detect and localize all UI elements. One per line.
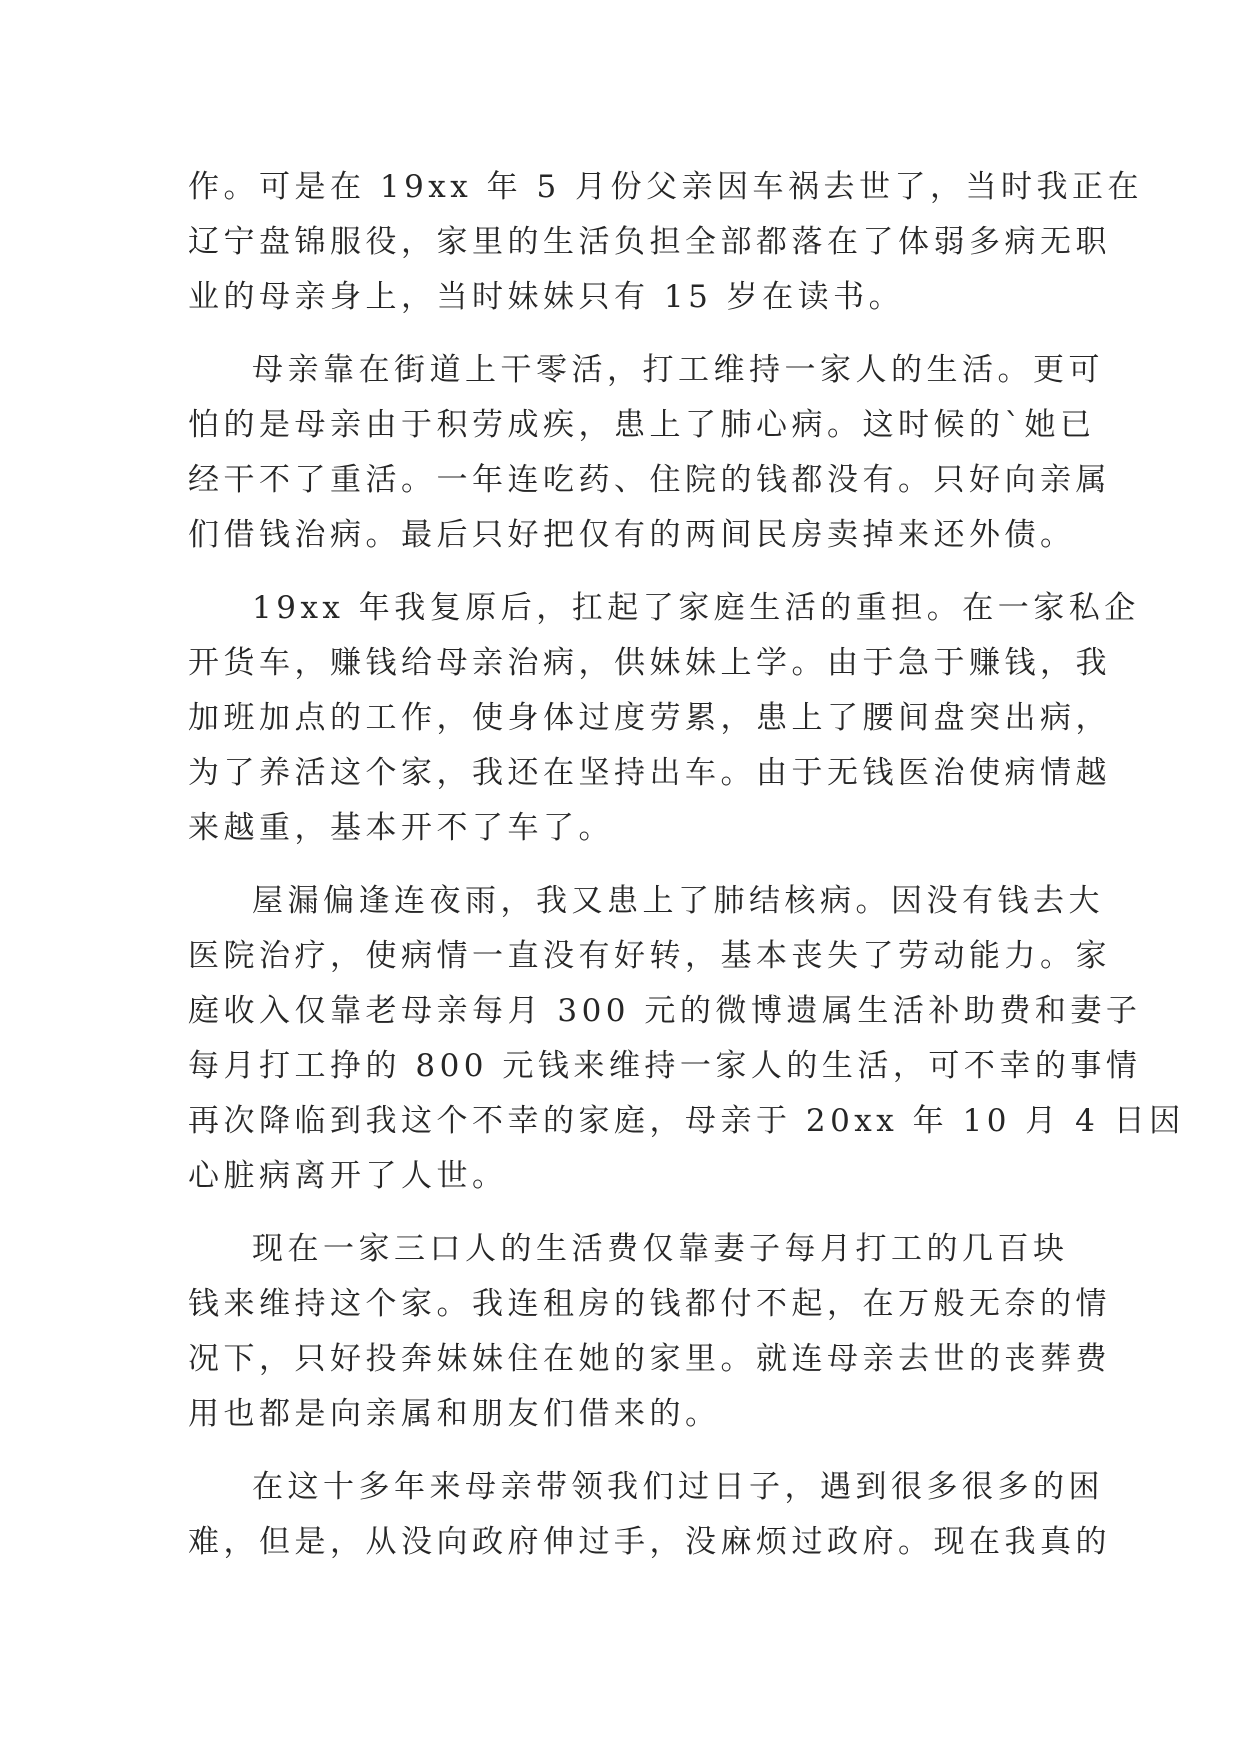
text-line: 母亲靠在街道上干零活，打工维持一家人的生活。更可 [252,352,1104,388]
text-line: 们借钱治病。最后只好把仅有的两间民房卖掉来还外债。 [188,517,1076,553]
text-line: 19xx 年我复原后，扛起了家庭生活的重担。在一家私企 [252,590,1140,626]
text-line: 开货车，赚钱给母亲治病，供妹妹上学。由于急于赚钱，我 [188,645,1111,681]
paragraph-4 [188,874,1185,1204]
text-line: 加班加点的工作，使身体过度劳累，患上了腰间盘突出病， [188,700,1111,736]
text-line: 怕的是母亲由于积劳成疾，患上了肺心病。这时候的`她已 [188,407,1096,443]
text-line: 屋漏偏逢连夜雨，我又患上了肺结核病。因没有钱去大 [252,883,1104,919]
paragraph-2 [188,343,1111,563]
text-line: 来越重，基本开不了车了。 [188,810,614,846]
paragraph-6 [188,1460,1111,1570]
text-line: 庭收入仅靠老母亲每月 300 元的微博遗属生活补助费和妻子 [188,993,1142,1029]
text-line: 况下，只好投奔妹妹住在她的家里。就连母亲去世的丧葬费 [188,1341,1111,1377]
text-line: 经干不了重活。一年连吃药、住院的钱都没有。只好向亲属 [188,462,1111,498]
text-line: 作。可是在 19xx 年 5 月份父亲因车祸去世了，当时我正在 [188,169,1144,205]
text-line: 用也都是向亲属和朋友们借来的。 [188,1396,721,1432]
text-line: 现在一家三口人的生活费仅靠妻子每月打工的几百块 [252,1231,1069,1267]
text-line: 在这十多年来母亲带领我们过日子，遇到很多很多的困 [252,1469,1104,1505]
document-body [188,160,1185,1588]
text-line: 为了养活这个家，我还在坚持出车。由于无钱医治使病情越 [188,755,1111,791]
text-line: 再次降临到我这个不幸的家庭，母亲于 20xx 年 10 月 4 日因 [188,1103,1185,1139]
paragraph-5 [188,1222,1111,1442]
paragraph-1 [188,160,1144,325]
text-line: 难，但是，从没向政府伸过手，没麻烦过政府。现在我真的 [188,1524,1111,1560]
text-line: 辽宁盘锦服役，家里的生活负担全部都落在了体弱多病无职 [188,224,1111,260]
text-line: 业的母亲身上，当时妹妹只有 15 岁在读书。 [188,279,905,315]
paragraph-3 [188,581,1140,856]
text-line: 心脏病离开了人世。 [188,1158,508,1194]
text-line: 医院治疗，使病情一直没有好转，基本丧失了劳动能力。家 [188,938,1111,974]
text-line: 钱来维持这个家。我连租房的钱都付不起，在万般无奈的情 [188,1286,1111,1322]
text-line: 每月打工挣的 800 元钱来维持一家人的生活，可不幸的事情 [188,1048,1142,1084]
